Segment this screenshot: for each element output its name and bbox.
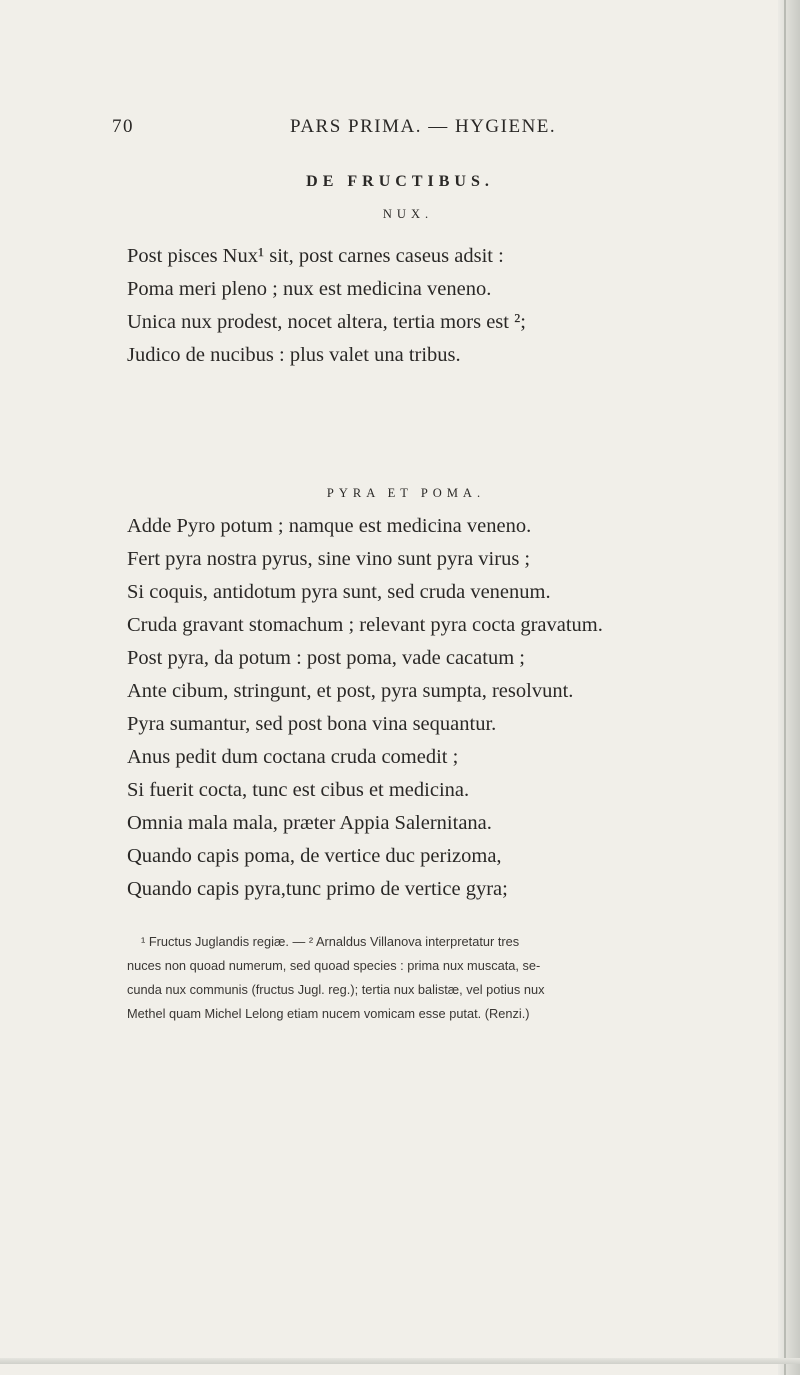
verse-line: Fert pyra nostra pyrus, sine vino sunt pyra virus ; bbox=[127, 548, 531, 570]
subheading-pyra-et-poma: PYRA ET POMA. bbox=[326, 486, 486, 500]
page-number: 70 bbox=[112, 116, 134, 137]
footnote-line: ¹ Fructus Juglandis regiæ. — ² Arnaldus Villanova interpretatur tres bbox=[141, 934, 520, 949]
verse-line: Pyra sumantur, sed post bona vina sequantur. bbox=[127, 713, 497, 735]
footnote-line: cunda nux communis (fructus Jugl. reg.); tertia nux balistæ, vel potius nux bbox=[127, 982, 545, 997]
running-head-title: PARS PRIMA. — HYGIENE. bbox=[290, 116, 557, 137]
verse-line: Ante cibum, stringunt, et post, pyra sumpta, resolvunt. bbox=[127, 680, 574, 702]
verse-line: Unica nux prodest, nocet altera, tertia mors est ²; bbox=[127, 311, 526, 333]
footnote-line: nuces non quoad numerum, sed quoad species : prima nux muscata, se- bbox=[127, 958, 541, 973]
verse-line: Cruda gravant stomachum ; relevant pyra cocta gravatum. bbox=[127, 614, 603, 636]
verse-line: Si fuerit cocta, tunc est cibus et medicina. bbox=[127, 779, 470, 801]
verse-line: Post pyra, da potum : post poma, vade cacatum ; bbox=[127, 647, 525, 669]
verse-nux bbox=[127, 240, 767, 372]
page-bottom-edge bbox=[0, 1358, 800, 1364]
verse-line: Adde Pyro potum ; namque est medicina veneno. bbox=[127, 515, 532, 537]
running-head bbox=[112, 116, 712, 146]
verse-line: Omnia mala mala, præter Appia Salernitana. bbox=[127, 812, 492, 834]
section-title: DE FRUCTIBUS. bbox=[306, 173, 494, 190]
verse-line: Si coquis, antidotum pyra sunt, sed cruda venenum. bbox=[127, 581, 551, 603]
verse-line: Post pisces Nux¹ sit, post carnes caseus adsit : bbox=[127, 245, 504, 267]
verse-line: Anus pedit dum coctana cruda comedit ; bbox=[127, 746, 459, 768]
verse-line: Quando capis poma, de vertice duc perizoma, bbox=[127, 845, 502, 867]
subheading-nux: NUX. bbox=[382, 207, 434, 221]
verse-line: Quando capis pyra,tunc primo de vertice gyra; bbox=[127, 878, 508, 900]
footnote-line: Methel quam Michel Lelong etiam nucem vomicam esse putat. (Renzi.) bbox=[127, 1006, 530, 1021]
verse-line: Poma meri pleno ; nux est medicina veneno. bbox=[127, 278, 492, 300]
footnotes bbox=[127, 930, 727, 1026]
verse-pyra-et-poma bbox=[127, 510, 767, 906]
verse-line: Judico de nucibus : plus valet una tribus. bbox=[127, 344, 461, 366]
